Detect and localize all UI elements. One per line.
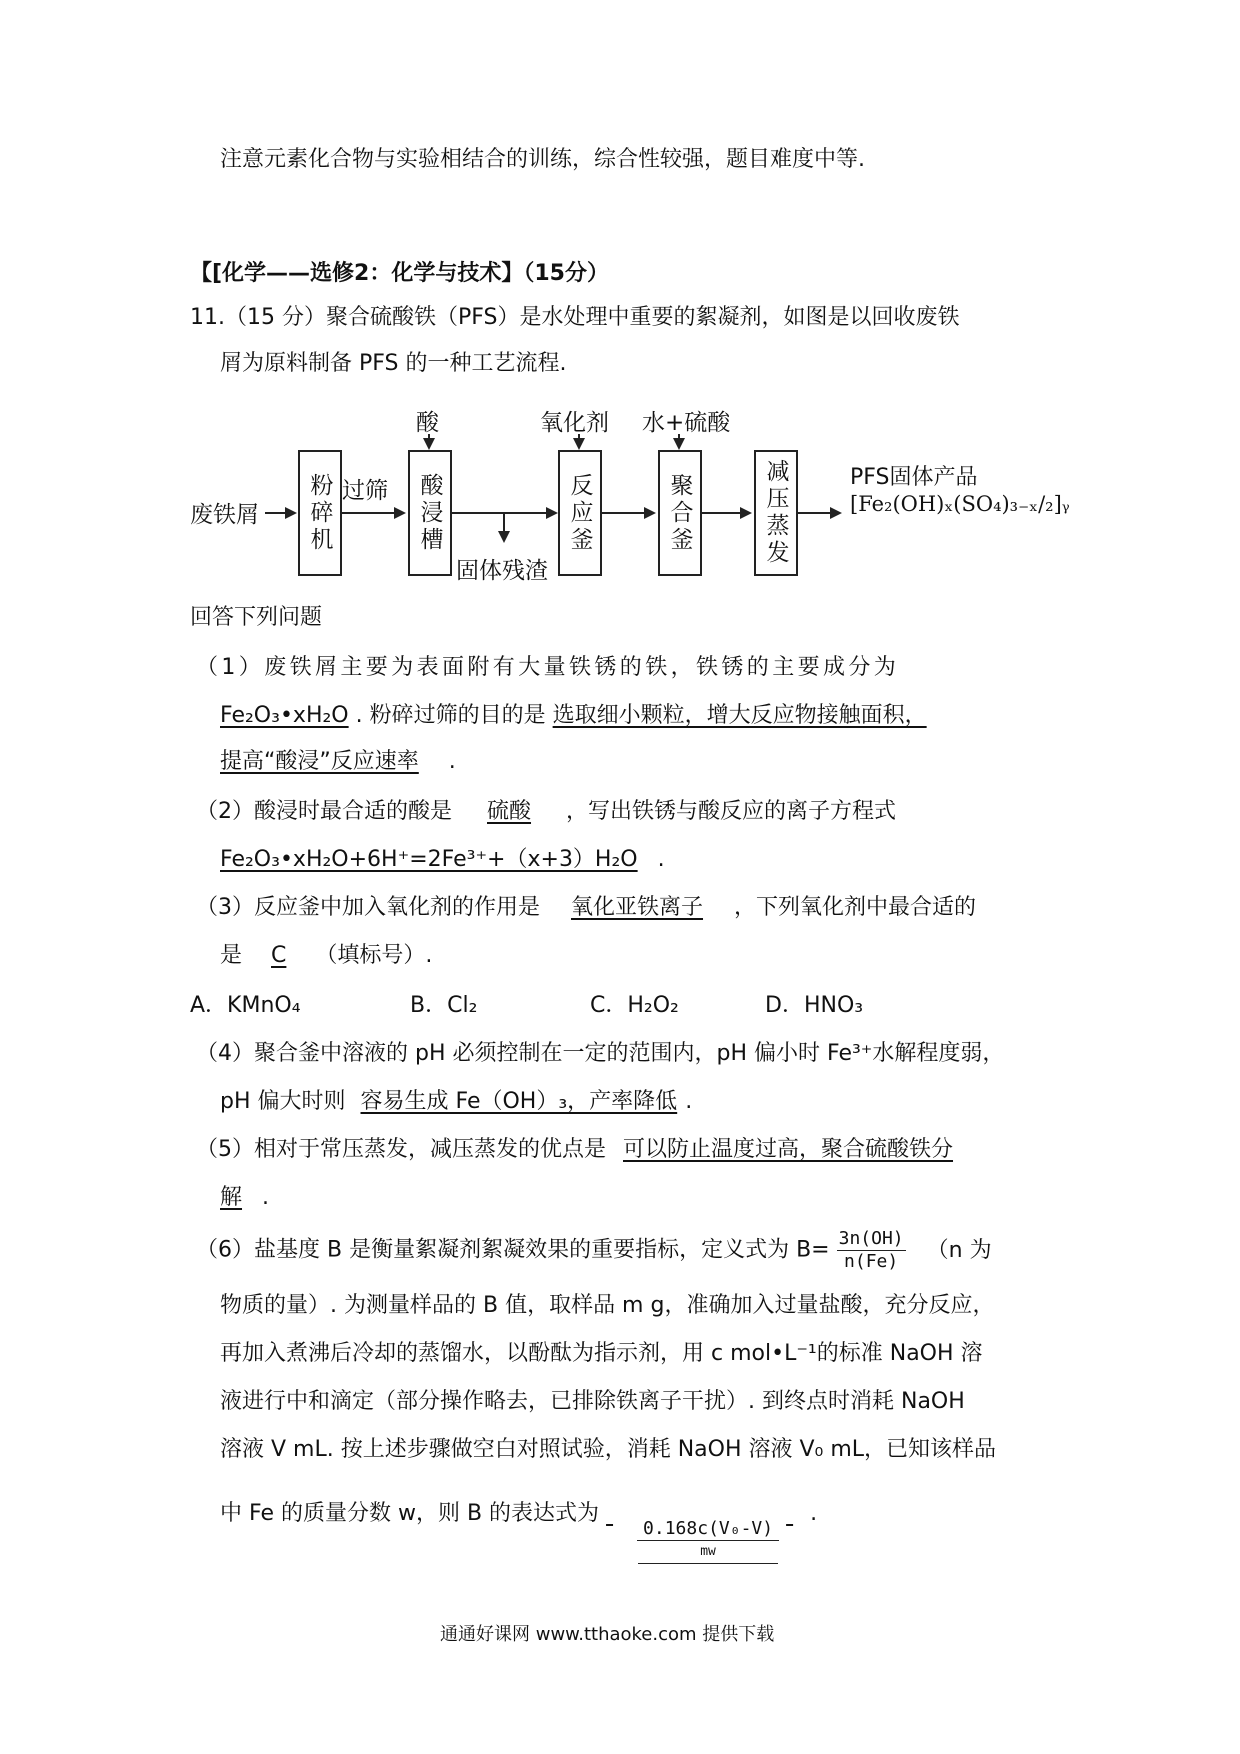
part2-answer2: Fe₂O₃•xH₂O+6H⁺=2Fe³⁺+（x+3）H₂O: [220, 847, 638, 872]
oxidant-arrow: [578, 434, 580, 448]
part6-line4: 液进行中和滴定（部分操作略去，已排除铁离子干扰）. 到终点时消耗 NaOH: [220, 1389, 965, 1414]
b-expression-answer: [637, 1518, 779, 1564]
part5-line1: [196, 1132, 953, 1163]
footer-source: 通通好课网 www.tthaoke.com 提供下载: [440, 1624, 775, 1645]
part3-option-a: A．KMnO₄: [190, 993, 301, 1018]
polymerization-kettle-box: 聚合釜: [658, 450, 702, 576]
section-header: 【[化学——选修2：化学与技术】（15分）: [190, 261, 609, 286]
oxidant-label: 氧化剂: [540, 410, 609, 436]
part6-text-pre2: 中 Fe 的质量分数 w，则 B 的表达式为: [220, 1501, 600, 1526]
top-note: 注意元素化合物与实验相结合的训练，综合性较强，题目难度中等.: [220, 147, 865, 172]
answer-intro: 回答下列问题: [190, 605, 323, 630]
part2-line2: [220, 842, 665, 873]
part5-text-pre: （5）相对于常压蒸发，减压蒸发的优点是: [196, 1137, 606, 1162]
arrow-to-acid-tank: [342, 512, 404, 514]
part1-line2: [220, 698, 927, 729]
part5-line2: [220, 1180, 269, 1211]
part1-end: .: [448, 749, 456, 774]
part3-line2: [220, 938, 432, 969]
part4-end: .: [685, 1089, 693, 1114]
part2-text-post: ，写出铁锈与酸反应的离子方程式: [566, 799, 897, 824]
part3-text-pre: （3）反应釜中加入氧化剂的作用是: [196, 895, 540, 920]
part3-answer2: C: [271, 943, 287, 968]
part1-text-mid: . 粉碎过筛的目的是: [355, 703, 546, 728]
part5-answer: 可以防止温度过高，聚合硫酸铁分: [623, 1137, 954, 1162]
part2-text-pre: （2）酸浸时最合适的酸是: [196, 799, 452, 824]
arrow-to-evaporator: [702, 512, 750, 514]
part3-option-b: B．Cl₂: [410, 993, 478, 1018]
arrow-to-product: [798, 512, 840, 514]
salt-basicity-fraction: [837, 1228, 906, 1273]
acid-label: 酸: [416, 410, 439, 436]
part6-text-post: （n 为: [926, 1237, 992, 1263]
water-acid-label: 水+硫酸: [642, 410, 731, 436]
filter-label: 过筛: [342, 478, 388, 504]
part4-answer: 容易生成 Fe（OH）₃，产率降低: [360, 1089, 678, 1114]
part1-answer1: Fe₂O₃•xH₂O: [220, 703, 349, 728]
fraction-numerator: 3n(OH): [838, 1228, 904, 1249]
question-11-line2: 屑为原料制备 PFS 的一种工艺流程.: [220, 351, 567, 376]
part4-line1: （4）聚合釜中溶液的 pH 必须控制在一定的范围内，pH 偏小时 Fe³⁺水解程度弱，: [196, 1041, 1005, 1066]
part3-text-post2: （填标号）.: [315, 943, 433, 968]
part6-text-pre: （6）盐基度 B 是衡量絮凝剂絮凝效果的重要指标，定义式为 B=: [196, 1237, 830, 1263]
part3-text-pre2: 是: [220, 943, 243, 968]
part1-answer2-cont: 提高“酸浸”反应速率: [220, 749, 419, 774]
part5-end: .: [262, 1185, 270, 1210]
vacuum-evaporation-box: 减压蒸发: [754, 450, 798, 576]
answer-denominator: mw: [638, 1541, 778, 1564]
product-title: PFS固体产品: [850, 465, 978, 490]
residue-label: 固体残渣: [456, 558, 548, 584]
part1-line3: [220, 744, 456, 775]
part4-line2: [220, 1084, 692, 1115]
residue-arrow: [503, 513, 505, 541]
part2-line1: [196, 794, 896, 825]
question-11-line1: 11.（15 分）聚合硫酸铁（PFS）是水处理中重要的絮凝剂，如图是以回收废铁: [190, 305, 960, 330]
part4-text-pre: pH 偏大时则: [220, 1089, 346, 1114]
part3-text-post: ，下列氧化剂中最合适的: [734, 895, 977, 920]
reactor-box: 反应釜: [558, 450, 602, 576]
part3-line1: [196, 890, 976, 921]
part3-answer1: 氧化亚铁离子: [571, 895, 704, 920]
arrow-to-polymerizer: [602, 512, 654, 514]
acid-leach-tank-box: 酸浸槽: [408, 450, 452, 576]
water-acid-arrow: [678, 434, 680, 448]
part6-line2: 物质的量）. 为测量样品的 B 值，取样品 m g，准确加入过量盐酸，充分反应，: [220, 1293, 995, 1318]
answer-underline-left: [606, 1501, 630, 1526]
part1-answer2: 选取细小颗粒，增大反应物接触面积，: [552, 703, 927, 728]
part6-line3: 再加入煮沸后冷却的蒸馏水，以酚酞为指示剂，用 c mol•L⁻¹的标准 NaOH 溶: [220, 1341, 983, 1366]
fraction-denominator: n(Fe): [844, 1251, 899, 1272]
part2-answer1: 硫酸: [487, 799, 532, 824]
part6-line1: [196, 1228, 992, 1273]
arrow-to-crusher: [265, 512, 295, 514]
answer-underline-right: [786, 1501, 810, 1526]
part6-line6: [220, 1496, 817, 1564]
part5-answer-cont: 解: [220, 1185, 243, 1210]
input-label: 废铁屑: [190, 502, 259, 528]
part3-option-d: D．HNO₃: [765, 993, 864, 1018]
part6-line5: 溶液 V mL. 按上述步骤做空白对照试验，消耗 NaOH 溶液 V₀ mL，已知该样品: [220, 1437, 997, 1462]
answer-numerator: 0.168c(V₀-V): [637, 1518, 779, 1541]
part2-end: .: [657, 847, 665, 872]
part6-end: .: [810, 1501, 818, 1526]
acid-arrow: [428, 434, 430, 448]
part1-line1: （1）废铁屑主要为表面附有大量铁锈的铁，铁锈的主要成分为: [196, 655, 900, 680]
crusher-box: 粉碎机: [298, 450, 342, 576]
product-formula: [Fe₂(OH)ₓ(SO₄)₃₋ₓ/₂]ᵧ: [850, 492, 1070, 516]
part3-option-c: C．H₂O₂: [590, 993, 679, 1018]
